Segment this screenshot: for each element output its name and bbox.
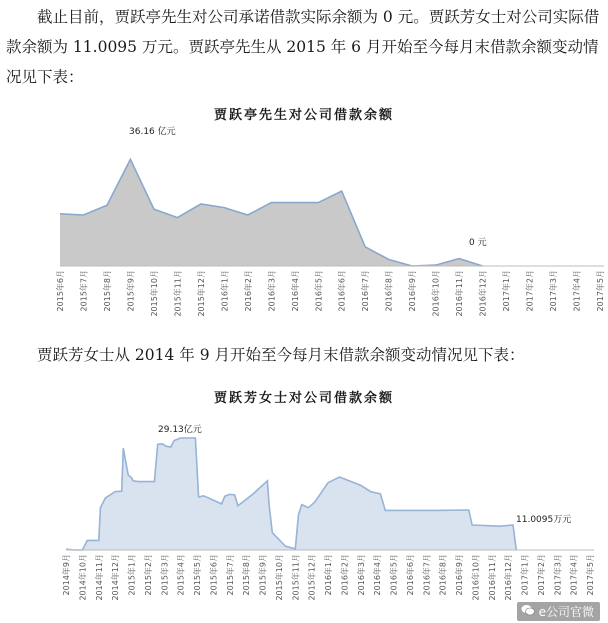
x-tick-label: 2016年3月 (356, 554, 366, 596)
x-tick-label: 2017年2月 (536, 554, 546, 596)
x-tick-label: 2016年7月 (361, 270, 371, 312)
x-tick-label: 2014年12月 (111, 554, 121, 601)
x-tick-label: 2016年12月 (504, 554, 514, 601)
x-tick-label: 2016年2月 (340, 554, 350, 596)
x-tick-label: 2015年1月 (127, 554, 137, 596)
data-label: 11.0095万元 (516, 515, 572, 525)
x-tick-label: 2016年10月 (431, 270, 441, 317)
x-tick-label: 2015年10月 (274, 554, 284, 601)
chart2-title: 贾跃芳女士对公司借款余额 (213, 391, 394, 406)
x-tick-label: 2017年4月 (572, 270, 582, 312)
intro-paragraph: 截止目前，贾跃亭先生对公司承诺借款实际余额为 0 元。贾跃芳女士对公司实际借款余额为 11.0095 万元。贾跃亭先生从 2015 年 6 月开始至今每月末借款余额变动情况见下表： (6, 8, 600, 86)
x-tick-label: 2015年4月 (176, 554, 186, 596)
x-tick-label: 2015年2月 (143, 554, 153, 596)
x-tick-label: 2015年9月 (258, 554, 268, 596)
second-paragraph: 贾跃芳女士从 2014 年 9 月开始至今每月末借款余额变动情况见下表： (37, 346, 525, 364)
x-tick-label: 2015年9月 (126, 270, 136, 312)
x-tick-label: 2017年3月 (553, 554, 563, 596)
x-tick-label: 2014年11月 (94, 554, 104, 601)
data-label: 0 元 (469, 238, 487, 248)
x-tick-label: 2016年11月 (455, 270, 465, 317)
watermark-text: e公司官微 (538, 605, 594, 619)
x-tick-label: 2015年7月 (225, 554, 235, 596)
x-tick-label: 2016年5月 (314, 270, 324, 312)
x-tick-label: 2017年5月 (586, 554, 595, 596)
x-tick-label: 2015年7月 (79, 270, 89, 312)
wechat-icon (521, 604, 535, 616)
x-tick-label: 2016年12月 (478, 270, 488, 317)
x-tick-label: 2016年9月 (408, 270, 418, 312)
x-tick-label: 2015年6月 (56, 270, 65, 312)
x-tick-label: 2016年8月 (384, 270, 394, 312)
x-tick-label: 2016年3月 (267, 270, 277, 312)
x-tick-label: 2016年10月 (471, 554, 481, 601)
x-tick-label: 2017年1月 (502, 270, 512, 312)
x-tick-label: 2016年4月 (373, 554, 383, 596)
data-label: 29.13亿元 (158, 425, 202, 435)
x-tick-label: 2015年8月 (242, 554, 252, 596)
x-tick-label: 2016年6月 (405, 554, 415, 596)
x-tick-label: 2015年10月 (149, 270, 159, 317)
x-tick-label: 2016年6月 (337, 270, 347, 312)
x-tick-label: 2015年6月 (209, 554, 219, 596)
x-tick-label: 2017年5月 (596, 270, 605, 312)
x-tick-label: 2015年8月 (103, 270, 112, 312)
x-tick-label: 2015年12月 (196, 270, 206, 317)
x-tick-label: 2016年5月 (389, 554, 399, 596)
x-tick-label: 2016年8月 (438, 554, 448, 596)
x-tick-label: 2014年10月 (78, 554, 88, 601)
series-area (60, 159, 483, 266)
x-tick-label: 2015年5月 (193, 554, 202, 596)
x-tick-label: 2016年2月 (243, 270, 253, 312)
x-tick-label: 2016年1月 (220, 270, 230, 312)
x-tick-label: 2016年1月 (324, 554, 333, 596)
x-tick-label: 2015年11月 (173, 270, 183, 317)
watermark (517, 602, 600, 621)
x-tick-label: 2016年9月 (455, 554, 464, 596)
series-area (66, 438, 516, 550)
x-tick-label: 2017年4月 (569, 554, 579, 596)
x-tick-label: 2015年3月 (160, 554, 170, 596)
x-tick-label: 2017年2月 (525, 270, 535, 312)
chart1-title: 贾跃亭先生对公司借款余额 (213, 108, 394, 123)
chart-jia-yuefang (0, 404, 608, 623)
x-tick-label: 2017年3月 (549, 270, 558, 312)
chart-jia-yueting (0, 118, 608, 333)
x-tick-label: 2017年1月 (520, 554, 530, 596)
data-label: 36.16 亿元 (129, 127, 176, 137)
x-tick-label: 2016年4月 (290, 270, 300, 312)
x-tick-label: 2014年9月 (62, 554, 71, 596)
x-tick-label: 2016年7月 (422, 554, 432, 596)
x-tick-label: 2015年11月 (291, 554, 301, 601)
x-tick-label: 2015年12月 (307, 554, 317, 601)
x-tick-label: 2016年11月 (487, 554, 497, 601)
